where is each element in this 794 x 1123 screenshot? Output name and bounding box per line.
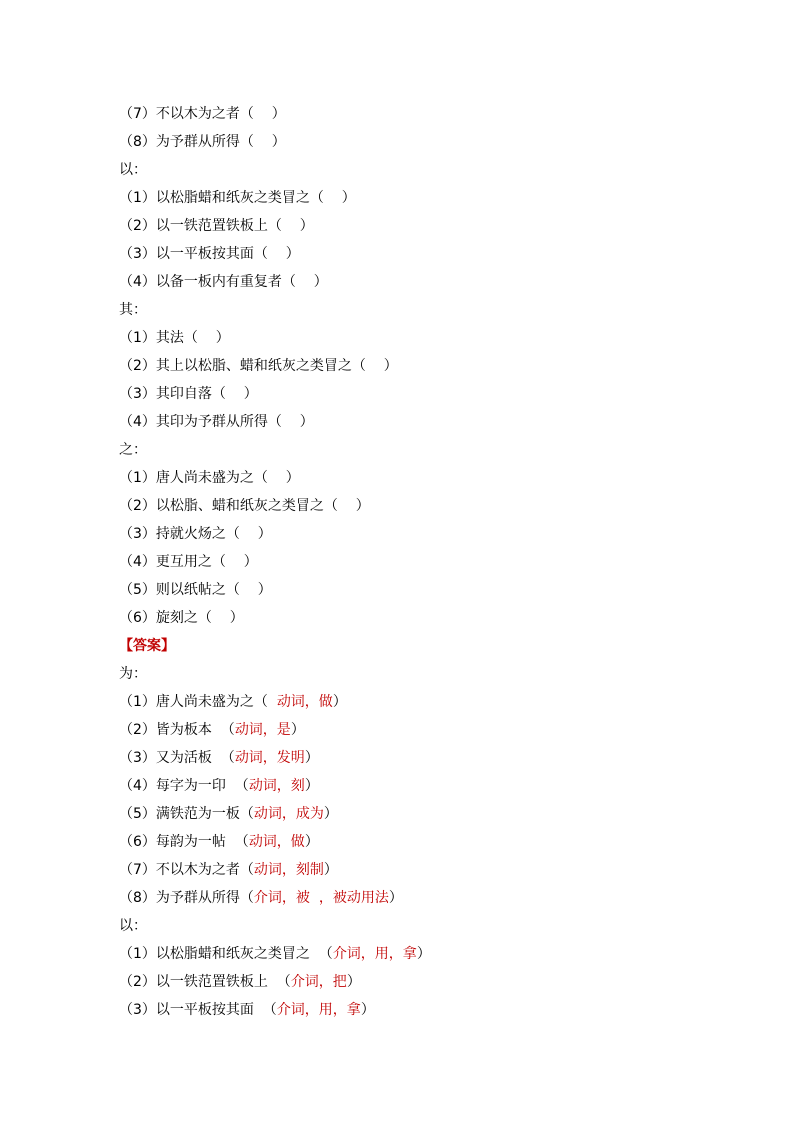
answer-prefix: （1）以松脂蜡和纸灰之类冒之 （	[119, 946, 333, 962]
answer-prefix: （2）皆为板本 （	[119, 722, 235, 738]
answer-prefix: （2）以一铁范置铁板上 （	[119, 974, 291, 990]
answer-prefix: （6）每韵为一帖 （	[119, 834, 249, 850]
section-heading-qi: 其：	[119, 302, 147, 318]
answer-suffix: ）	[290, 722, 305, 738]
answer-note: 动词，做	[276, 694, 333, 710]
answer-suffix: ）	[323, 806, 338, 822]
answer-suffix: ）	[304, 778, 319, 794]
answer-line	[119, 884, 719, 912]
question-line: （7）不以木为之者（ ）	[119, 106, 286, 122]
answer-note: 介词，把	[290, 974, 347, 990]
answer-line	[119, 744, 719, 772]
section-heading-zhi: 之：	[119, 442, 147, 458]
question-line: （5）则以纸帖之（ ）	[119, 582, 272, 598]
answer-suffix: ）	[360, 1002, 375, 1018]
answer-line	[119, 968, 719, 996]
answer-suffix: ）	[304, 750, 319, 766]
answer-note: 动词，成为	[253, 806, 324, 822]
answer-line	[119, 800, 719, 828]
answer-label: 【答案】	[119, 638, 175, 654]
question-line: （4）其印为予群从所得（ ）	[119, 414, 314, 430]
answer-prefix: （3）又为活板 （	[119, 750, 235, 766]
answer-heading-wei: 为：	[119, 666, 147, 682]
answer-note: 介词，被 ，被动用法	[253, 890, 389, 906]
question-line: （1）唐人尚未盛为之（ ）	[119, 470, 300, 486]
answer-note: 动词，发明	[234, 750, 305, 766]
section-heading-yi: 以：	[119, 162, 147, 178]
question-line: （2）以松脂、蜡和纸灰之类冒之（ ）	[119, 498, 370, 514]
question-line: （2）其上以松脂、蜡和纸灰之类冒之（ ）	[119, 358, 398, 374]
answer-note: 动词，是	[234, 722, 291, 738]
answer-prefix: （3）以一平板按其面 （	[119, 1002, 277, 1018]
question-line: （3）以一平板按其面（ ）	[119, 246, 300, 262]
answer-line	[119, 996, 719, 1024]
answer-note: 动词，刻	[248, 778, 305, 794]
question-line: （1）以松脂蜡和纸灰之类冒之（ ）	[119, 190, 356, 206]
question-line: （2）以一铁范置铁板上（ ）	[119, 218, 314, 234]
question-line: （4）更互用之（ ）	[119, 554, 258, 570]
answer-suffix: ）	[346, 974, 361, 990]
answer-suffix: ）	[323, 862, 338, 878]
answer-prefix: （4）每字为一印 （	[119, 778, 249, 794]
question-line: （1）其法（ ）	[119, 330, 230, 346]
answer-prefix: （1）唐人尚未盛为之（	[119, 694, 277, 710]
answer-line	[119, 856, 719, 884]
answer-note: 介词，用，拿	[332, 946, 417, 962]
answer-line	[119, 716, 719, 744]
answer-suffix: ）	[388, 890, 403, 906]
document-content	[119, 100, 719, 1024]
answer-heading-yi: 以：	[119, 918, 147, 934]
answer-line	[119, 940, 719, 968]
answer-note: 介词，用，拿	[276, 1002, 361, 1018]
answer-line	[119, 772, 719, 800]
answer-label-line	[119, 632, 719, 660]
answer-suffix: ）	[332, 694, 347, 710]
question-line: （3）持就火炀之（ ）	[119, 526, 272, 542]
answer-prefix: （8）为予群从所得（	[119, 890, 254, 906]
answer-prefix: （7）不以木为之者（	[119, 862, 254, 878]
answer-suffix: ）	[304, 834, 319, 850]
question-line: （6）旋刻之（ ）	[119, 610, 244, 626]
answer-line	[119, 828, 719, 856]
question-line: （8）为予群从所得（ ）	[119, 134, 286, 150]
answer-note: 动词，刻制	[253, 862, 324, 878]
answer-note: 动词，做	[248, 834, 305, 850]
answer-suffix: ）	[416, 946, 431, 962]
question-line: （4）以备一板内有重复者（ ）	[119, 274, 328, 290]
question-line: （3）其印自落（ ）	[119, 386, 258, 402]
answer-line	[119, 688, 719, 716]
answer-prefix: （5）满铁范为一板（	[119, 806, 254, 822]
